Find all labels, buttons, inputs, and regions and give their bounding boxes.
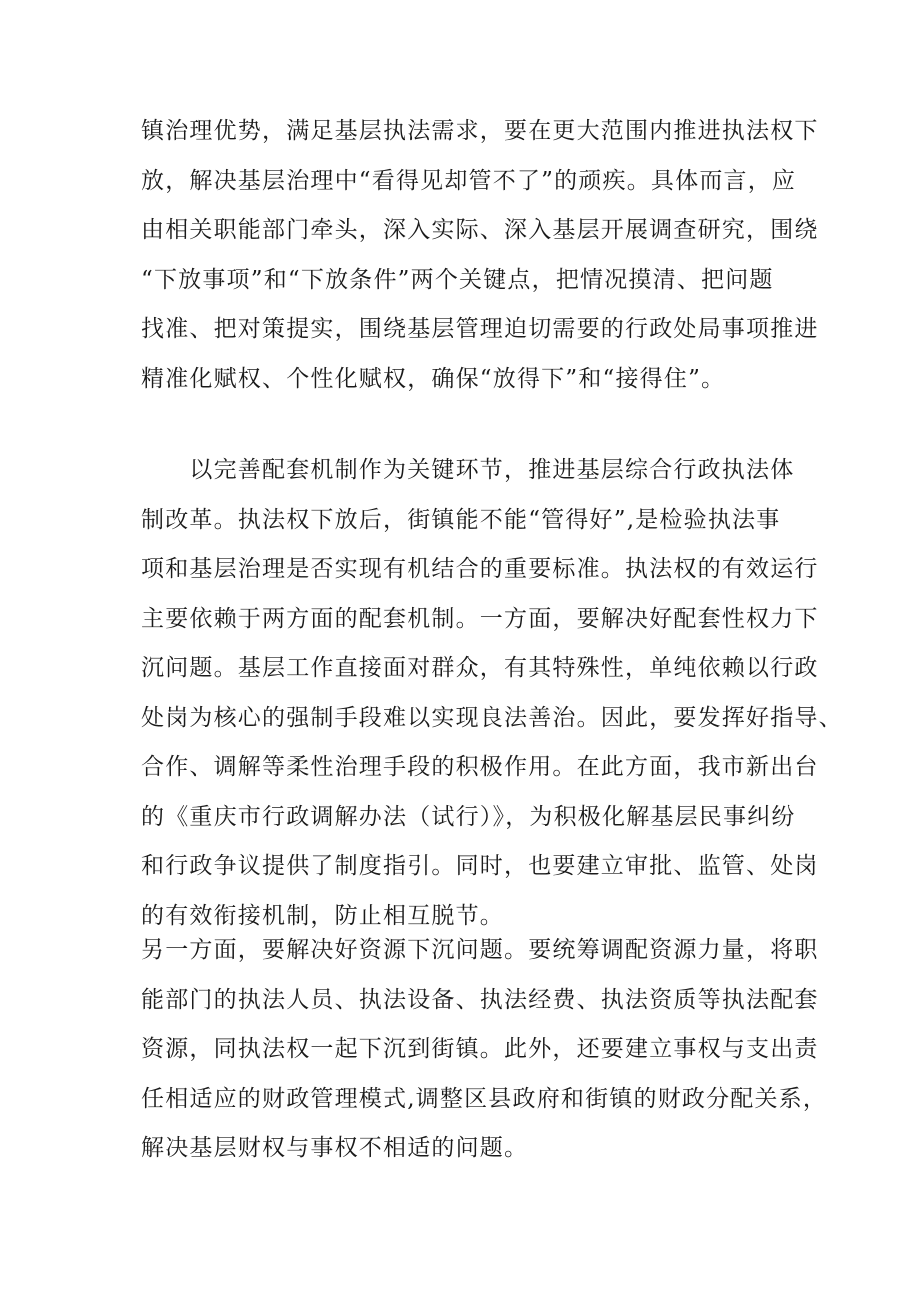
text-line: 的有效衔接机制，防止相互脱节。 bbox=[141, 902, 504, 929]
text-line: 由相关职能部门牵头，深入实际、深入基层开展调查研究，围绕 bbox=[141, 217, 819, 243]
text-line: 沉问题。基层工作直接面对群众，有其特殊性，单纯依赖以行政 bbox=[141, 655, 819, 681]
text-line: 放，解决基层治理中“看得见却管不了”的顽疾。具体而言，应 bbox=[141, 167, 797, 194]
paragraph-1 bbox=[141, 107, 819, 404]
text-line: 镇治理优势，满足基层执法需求，要在更大范围内推进执法权下 bbox=[141, 118, 819, 144]
text-line: 处岗为核心的强制手段难以实现良法善治。因此，要发挥好指导、 bbox=[141, 704, 843, 731]
text-line: 另一方面，要解决好资源下沉问题。要统筹调配资源力量，将职 bbox=[141, 937, 819, 963]
text-line: “下放事项”和“下放条件”两个关键点，把情况摸清、把问题 bbox=[141, 266, 774, 293]
text-line: 合作、调解等柔性治理手段的积极作用。在此方面，我市新出台 bbox=[141, 754, 819, 780]
text-line: 以完善配套机制作为关键环节，推进基层综合行政执法体 bbox=[141, 457, 795, 483]
text-line: 解决基层财权与事权不相适的问题。 bbox=[141, 1135, 529, 1161]
text-line: 精准化赋权、个性化赋权，确保“放得下”和“接得住”。 bbox=[141, 365, 726, 392]
paragraph-3 bbox=[141, 926, 828, 1174]
text-line: 能部门的执法人员、执法设备、执法经费、执法资质等执法配套 bbox=[141, 986, 819, 1013]
text-line: 的《重庆市行政调解办法（试行）》，为积极化解基层民事纠纷 bbox=[141, 803, 796, 830]
text-line: 找准、把对策提实，围绕基层管理迫切需要的行政处局事项推进 bbox=[141, 316, 819, 342]
text-line: 主要依赖于两方面的配套机制。一方面，要解决好配套性权力下 bbox=[141, 605, 819, 632]
text-line: 项和基层治理是否实现有机结合的重要标准。执法权的有效运行 bbox=[141, 556, 819, 582]
text-line: 制改革。执法权下放后，街镇能不能“管得好”,是检验执法事 bbox=[141, 506, 781, 533]
text-line: 资源，同执法权一起下沉到街镇。此外，还要建立事权与支出责 bbox=[141, 1036, 819, 1062]
text-line: 和行政争议提供了制度指引。同时，也要建立审批、监管、处岗 bbox=[141, 853, 819, 879]
text-line: 任相适应的财政管理模式,调整区县政府和街镇的财政分配关系， bbox=[141, 1085, 828, 1112]
paragraph-2 bbox=[141, 446, 843, 941]
